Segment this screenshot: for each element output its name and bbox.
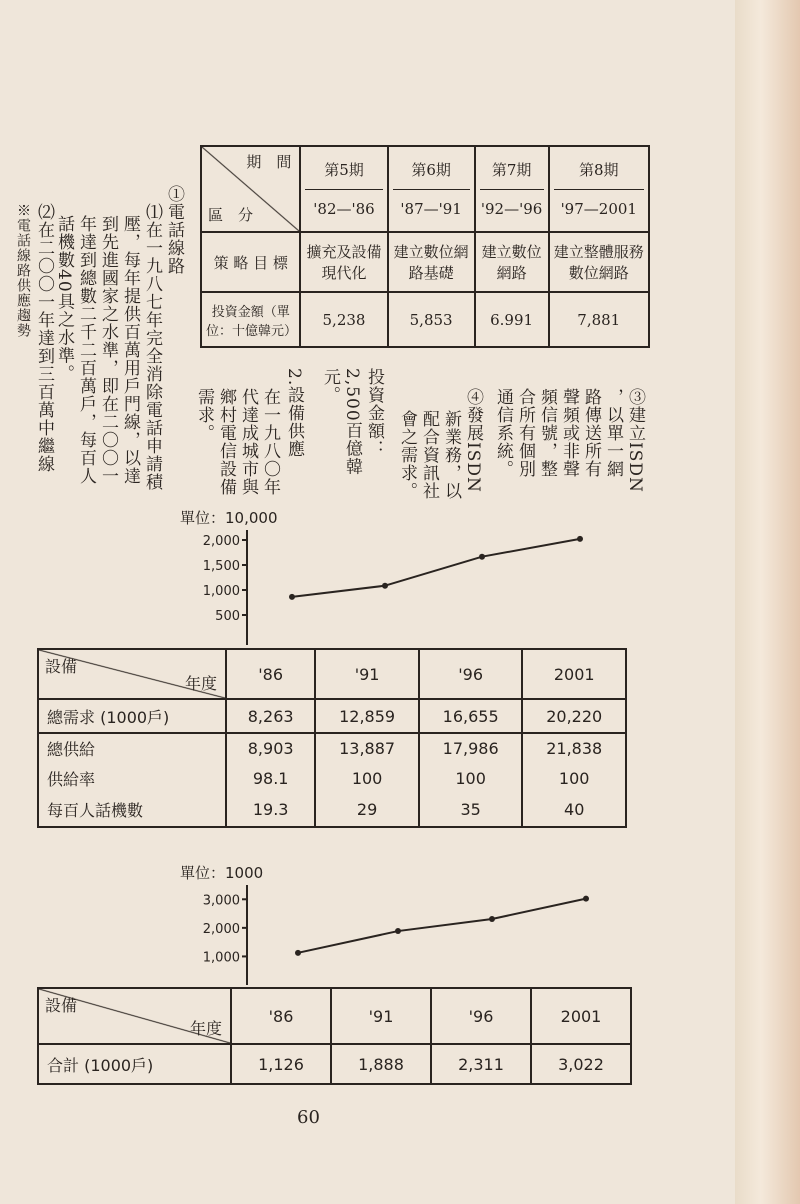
row-label-goal: 策 略 目 標	[201, 232, 300, 292]
chart-2-unit: 單位：1000	[180, 864, 264, 882]
year-header: 2001	[522, 649, 626, 699]
y-tick-label: 2,000	[202, 921, 240, 937]
chart-demand-line	[170, 505, 630, 645]
right-col-6: 合所有個別	[515, 388, 535, 478]
right-col-17: 代達成城市與	[238, 388, 258, 496]
right-col-1: ③建立ISDN	[625, 388, 645, 493]
right-col-3: 路傳送所有	[581, 388, 601, 478]
investment-plan-table	[200, 145, 650, 348]
right-col-16: 在一九八〇年	[260, 388, 280, 496]
right-col-13: 2,500百億韓	[342, 368, 362, 476]
year-header: '96	[419, 649, 523, 699]
right-col-11: 會之需求。	[397, 410, 417, 500]
item-1c-text: 到先進國家之水準，即在二〇〇一	[98, 215, 118, 485]
table-cell: 8,903	[226, 733, 315, 763]
page-edge	[735, 0, 800, 1204]
supply-corner-bottom: 年度	[184, 674, 217, 693]
investment-cell: 5,853	[388, 292, 475, 347]
chart-1-unit: 單位：10,000	[180, 509, 278, 527]
table-cell: 20,220	[522, 699, 626, 733]
investment-cell: 7,881	[549, 292, 649, 347]
right-col-2: ，以單一網	[603, 388, 623, 478]
table-cell: 2,311	[431, 1044, 531, 1084]
period-5: 第5期 '82—'86	[300, 146, 387, 232]
year-header: '91	[315, 649, 419, 699]
goal-cell: 擴充及設備現代化	[300, 232, 387, 292]
chart-1-series-line	[292, 539, 580, 597]
table-cell: 16,655	[419, 699, 523, 733]
table-cell: 35	[419, 793, 523, 827]
corner-category-label: 區 分	[208, 206, 254, 224]
year-header: 2001	[531, 988, 631, 1044]
row-label-total-supply: 總供給	[38, 733, 226, 763]
year-header: '86	[231, 988, 331, 1044]
right-col-5: 頻信號，整	[537, 388, 557, 478]
table-cell: 3,022	[531, 1044, 631, 1084]
right-col-10: 配合資訊社	[419, 410, 439, 500]
data-point-'96	[489, 916, 495, 922]
chart-2-series-line	[298, 899, 586, 953]
data-point-2001	[577, 536, 583, 542]
data-point-'91	[382, 583, 388, 589]
year-header: '91	[331, 988, 431, 1044]
period-7: 第7期 '92—'96	[475, 146, 549, 232]
row-label-total-demand: 總需求 (1000戶)	[38, 699, 226, 733]
right-col-8: ④發展ISDN	[463, 388, 483, 493]
heading-telephone-lines: ①電話線路	[164, 185, 184, 275]
supply-corner-top: 設備	[45, 657, 78, 676]
data-point-'86	[289, 594, 295, 600]
table-cell: 21,838	[522, 733, 626, 763]
row-label-total: 合計 (1000戶)	[38, 1044, 231, 1084]
data-point-'86	[295, 950, 301, 956]
row-label-phones-per-100: 每百人話機數	[38, 793, 226, 827]
item-1d-text: 年達到總數二千二百萬戶，每百人	[76, 215, 96, 485]
period-8: 第8期 '97—2001	[549, 146, 649, 232]
table-cell: 12,859	[315, 699, 419, 733]
trunk-corner-top: 設備	[45, 996, 78, 1015]
table-cell: 17,986	[419, 733, 523, 763]
y-tick-label: 3,000	[202, 893, 240, 909]
investment-cell: 6.991	[475, 292, 549, 347]
trunk-corner	[38, 988, 231, 1044]
right-col-4: 聲頻或非聲	[559, 388, 579, 478]
table-cell: 8,263	[226, 699, 315, 733]
item-2-text: ⑵在二〇〇一年達到三百萬中繼線	[34, 203, 54, 473]
corner-period-label: 期 間	[246, 153, 292, 171]
right-col-15: 2.設備供應	[284, 368, 304, 459]
goal-cell: 建立數位網路基礎	[388, 232, 475, 292]
table-cell: 29	[315, 793, 419, 827]
y-tick-label: 1,500	[202, 559, 240, 574]
table-cell: 40	[522, 793, 626, 827]
item-1b-text: 壓，每年提供百萬用戶門線，以達	[120, 215, 140, 485]
item-1-text: ⑴在一九八七年完全消除電話申請積	[142, 203, 162, 491]
y-tick-label: 2,000	[202, 534, 240, 549]
right-col-9: 新業務，以	[441, 410, 461, 500]
data-point-2001	[583, 896, 589, 902]
data-point-'91	[395, 928, 401, 934]
table-cell: 13,887	[315, 733, 419, 763]
data-point-'96	[479, 554, 485, 560]
y-tick-label: 1,000	[202, 584, 240, 599]
item-1e-text: 話機數40具之水準。	[54, 215, 74, 383]
year-header: '96	[431, 988, 531, 1044]
investment-cell: 5,238	[300, 292, 387, 347]
row-label-supply-rate: 供給率	[38, 763, 226, 793]
trunk-table	[37, 987, 632, 1085]
right-col-14: 元。	[320, 368, 340, 404]
y-tick-label: 1,000	[202, 950, 240, 966]
trunk-corner-bottom: 年度	[189, 1019, 222, 1038]
table-cell: 98.1	[226, 763, 315, 793]
right-col-12: 投資金額：	[364, 368, 384, 458]
y-tick-label: 500	[215, 609, 240, 624]
table-cell: 19.3	[226, 793, 315, 827]
right-col-18: 鄉村電信設備	[216, 388, 236, 496]
note-supply-trend: ※電話線路供應趨勢	[15, 203, 31, 338]
goal-cell: 建立整體服務數位網路	[549, 232, 649, 292]
right-col-19: 需求。	[194, 388, 214, 442]
supply-table	[37, 648, 627, 828]
table-cell: 1,126	[231, 1044, 331, 1084]
table-cell: 100	[522, 763, 626, 793]
period-6: 第6期 '87—'91	[388, 146, 475, 232]
page-number: 60	[297, 1107, 320, 1128]
goal-cell: 建立數位網路	[475, 232, 549, 292]
year-header: '86	[226, 649, 315, 699]
table-corner	[201, 146, 300, 232]
table-cell: 1,888	[331, 1044, 431, 1084]
chart-trunk-line	[170, 860, 630, 985]
table-cell: 100	[315, 763, 419, 793]
supply-corner	[38, 649, 226, 699]
right-col-7: 通信系統。	[493, 388, 513, 478]
row-label-investment: 投資金額（單位：十億韓元）	[201, 292, 300, 347]
table-cell: 100	[419, 763, 523, 793]
